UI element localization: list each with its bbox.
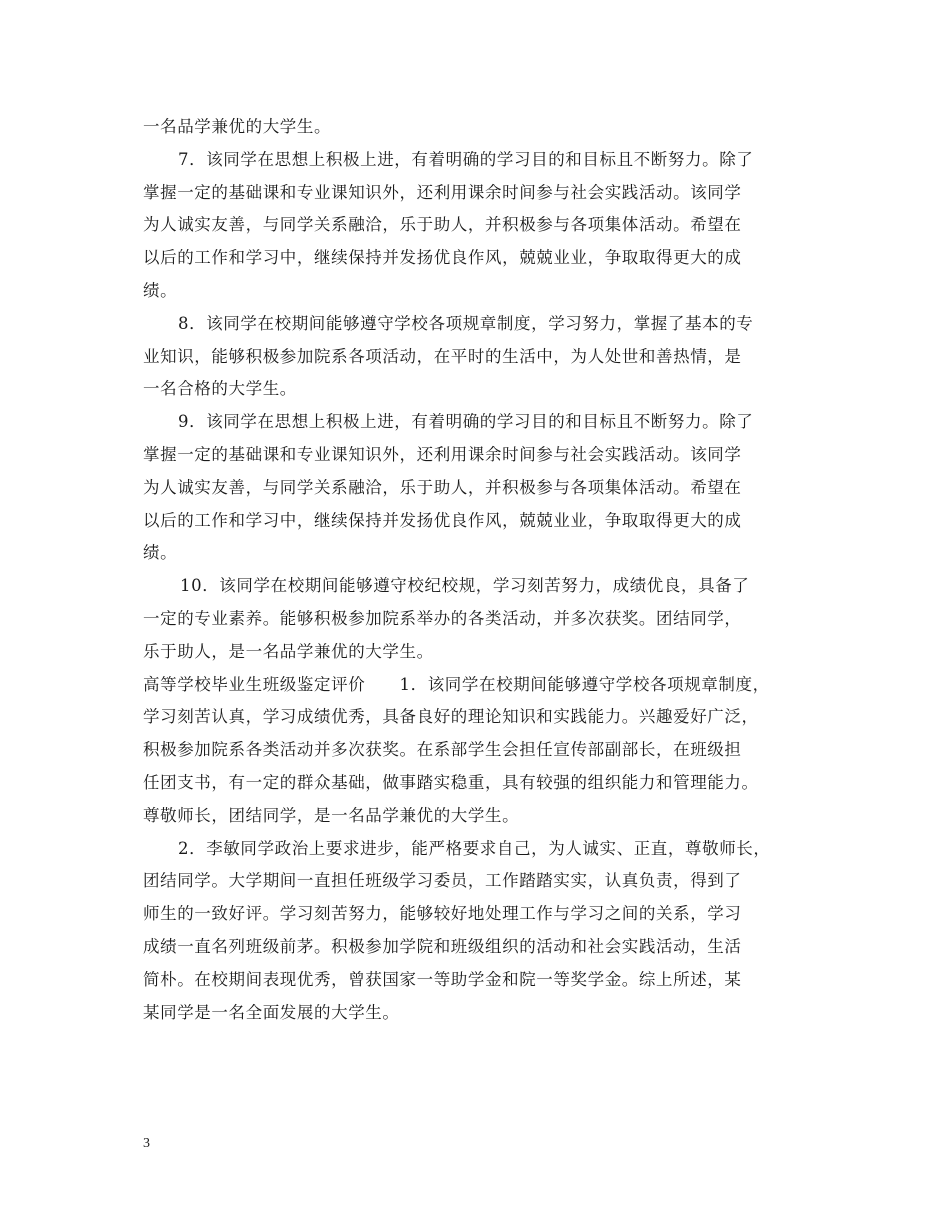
text-line: 以后的工作和学习中，继续保持并发扬优良作风，兢兢业业，争取取得更大的成 xyxy=(143,248,742,268)
text-line: 简朴。在校期间表现优秀，曾获国家一等助学金和院一等奖学金。综上所述，某 xyxy=(143,969,742,989)
text-line: 乐于助人，是一名品学兼优的大学生。 xyxy=(143,641,434,661)
text-line: 掌握一定的基础课和专业课知识外，还利用课余时间参与社会实践活动。该同学 xyxy=(143,182,742,202)
text-line: 成绩一直名列班级前茅。积极参加学院和班级组织的活动和社会实践活动，生活 xyxy=(143,936,742,956)
text-line: 业知识，能够积极参加院系各项活动，在平时的生活中，为人处世和善热情，是 xyxy=(143,346,742,366)
text-line: 高等学校毕业生班级鉴定评价 1．该同学在校期间能够遵守学校各项规章制度， xyxy=(143,674,770,694)
text-line: 积极参加院系各类活动并多次获奖。在系部学生会担任宣传部副部长，在班级担 xyxy=(143,740,742,760)
text-line: 绩。 xyxy=(143,543,178,563)
document-body xyxy=(143,111,823,1029)
text-line: 10．该同学在校期间能够遵守校纪校规，学习刻苦努力，成绩优良，具备了 xyxy=(180,576,750,596)
text-line: 一名合格的大学生。 xyxy=(143,379,297,399)
page-number: 3 xyxy=(143,1136,150,1151)
text-line: 学习刻苦认真，学习成绩优秀，具备良好的理论知识和实践能力。兴趣爱好广泛， xyxy=(143,707,759,727)
text-line: 一定的专业素养。能够积极参加院系举办的各类活动，并多次获奖。团结同学， xyxy=(143,608,742,628)
text-line: 一名品学兼优的大学生。 xyxy=(143,117,332,136)
text-line: 2．李敏同学政治上要求进步，能严格要求自己，为人诚实、正直，尊敬师长， xyxy=(178,838,771,858)
text-line: 团结同学。大学期间一直担任班级学习委员，工作踏踏实实，认真负责，得到了 xyxy=(143,871,742,891)
text-line: 某同学是一名全面发展的大学生。 xyxy=(143,1002,400,1022)
text-line: 绩。 xyxy=(143,280,178,300)
text-line: 9．该同学在思想上积极上进，有着明确的学习目的和目标且不断努力。除了 xyxy=(178,412,754,432)
text-line: 师生的一致好评。学习刻苦努力，能够较好地处理工作与学习之间的关系，学习 xyxy=(143,904,742,924)
text-line: 8．该同学在校期间能够遵守学校各项规章制度，学习努力，掌握了基本的专 xyxy=(178,313,754,333)
text-line: 尊敬师长，团结同学，是一名品学兼优的大学生。 xyxy=(143,805,520,825)
text-line: 掌握一定的基础课和专业课知识外，还利用课余时间参与社会实践活动。该同学 xyxy=(143,444,742,464)
text-line: 为人诚实友善，与同学关系融洽，乐于助人，并积极参与各项集体活动。希望在 xyxy=(143,215,742,235)
text-line: 以后的工作和学习中，继续保持并发扬优良作风，兢兢业业，争取取得更大的成 xyxy=(143,510,742,530)
text-line: 任团支书，有一定的群众基础，做事踏实稳重，具有较强的组织能力和管理能力。 xyxy=(143,772,759,792)
text-line: 为人诚实友善，与同学关系融洽，乐于助人，并积极参与各项集体活动。希望在 xyxy=(143,477,742,497)
text-line: 7．该同学在思想上积极上进，有着明确的学习目的和目标且不断努力。除了 xyxy=(178,149,754,169)
